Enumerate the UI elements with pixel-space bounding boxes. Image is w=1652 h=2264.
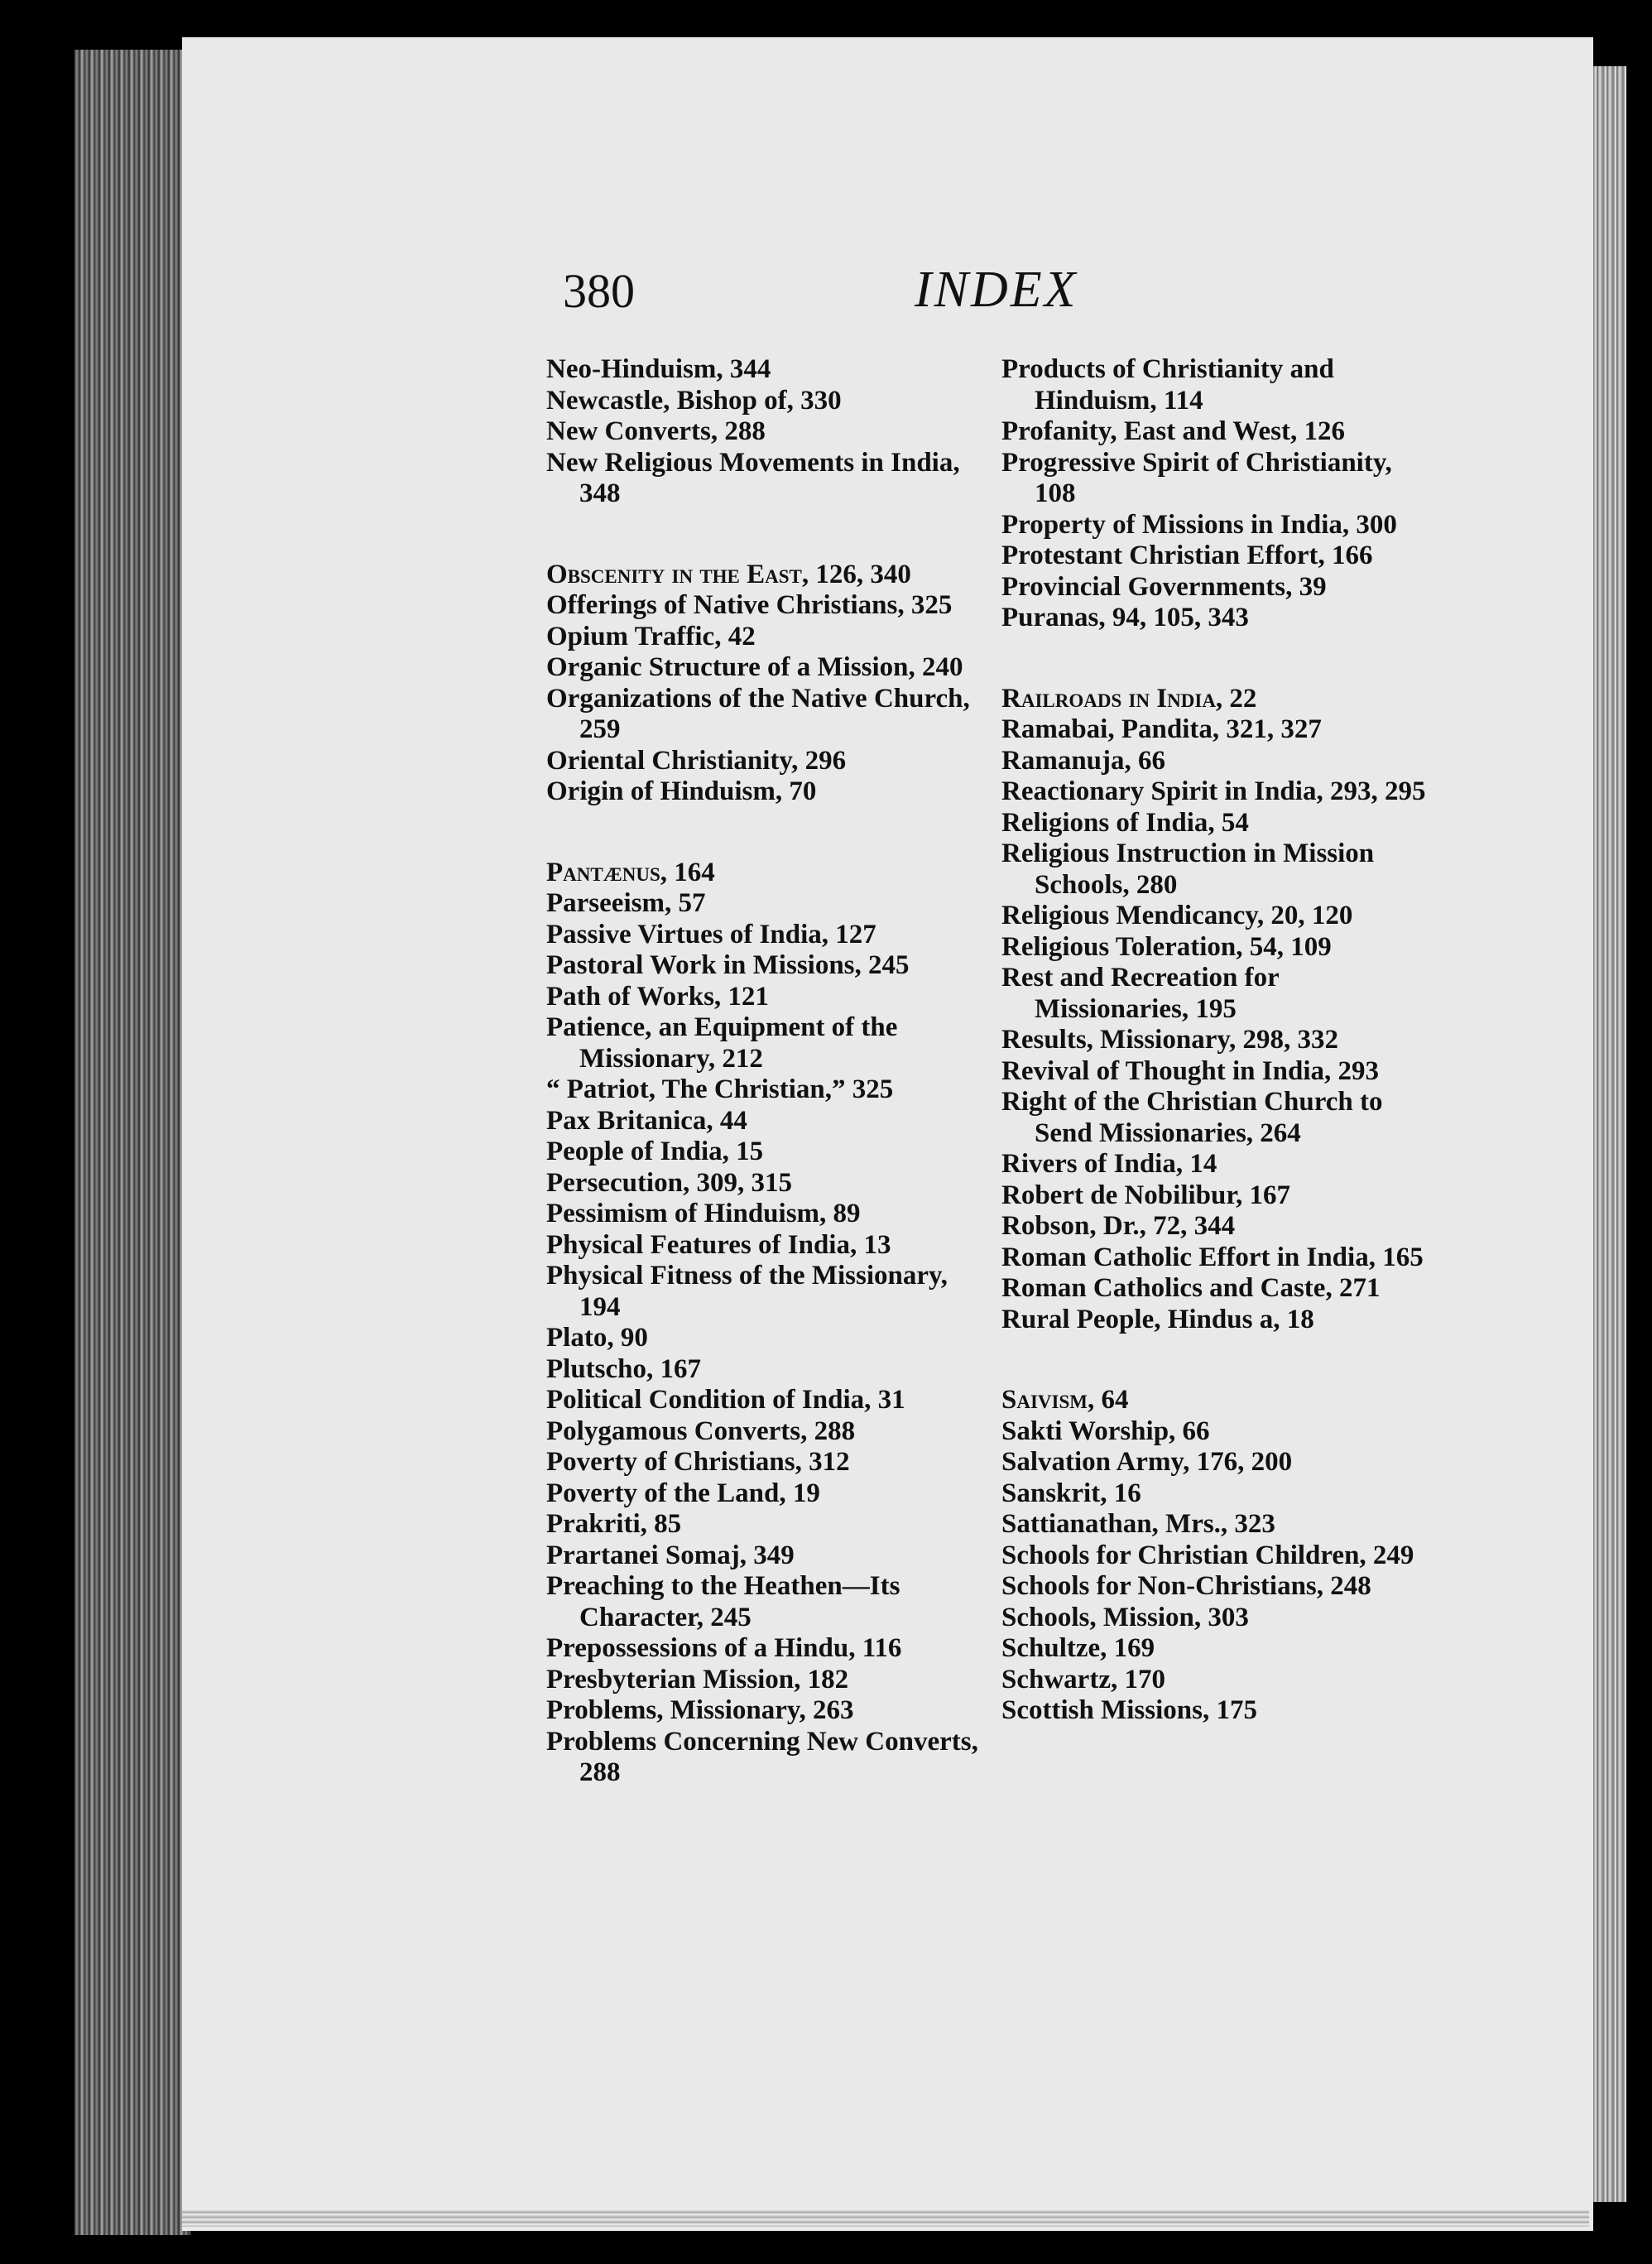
index-entry: Pastoral Work in Missions, 245 xyxy=(546,950,910,980)
index-entry: Scottish Missions, 175 xyxy=(1001,1695,1257,1725)
index-entry: Origin of Hinduism, 70 xyxy=(546,776,817,806)
index-entry: Sakti Worship, 66 xyxy=(1001,1416,1210,1446)
section-gap xyxy=(546,808,985,858)
index-entry: Poverty of Christians, 312 xyxy=(546,1447,850,1477)
index-entry: Robson, Dr., 72, 344 xyxy=(1001,1211,1236,1241)
index-entry: Sattianathan, Mrs., 323 xyxy=(1001,1509,1275,1539)
index-entry: Right of the Christian Church to Send Missionaries, 264 xyxy=(1001,1087,1383,1148)
index-entry: Religions of India, 54 xyxy=(1001,807,1249,838)
index-entry: Path of Works, 121 xyxy=(546,981,769,1012)
index-entry: Organizations of the Native Church, 259 xyxy=(546,683,970,744)
index-entry: Schultze, 169 xyxy=(1001,1633,1155,1663)
index-entry: Rivers of India, 14 xyxy=(1001,1149,1217,1179)
index-entry: Ramabai, Pandita, 321, 327 xyxy=(1001,714,1322,744)
index-entry: Progressive Spirit of Christianity, 108 xyxy=(1001,447,1392,508)
index-entry: Poverty of the Land, 19 xyxy=(546,1478,820,1508)
index-entry: Problems Concerning New Converts, 288 xyxy=(546,1726,978,1787)
index-entry: Offerings of Native Christians, 325 xyxy=(546,590,953,620)
index-entry: Religious Toleration, 54, 109 xyxy=(1001,931,1332,962)
page-number: 380 xyxy=(563,264,635,318)
index-entry: Political Condition of India, 31 xyxy=(546,1385,905,1415)
index-entry: Neo-Hinduism, 344 xyxy=(546,354,771,384)
index-entry: Polygamous Converts, 288 xyxy=(546,1416,856,1446)
index-entry: Saivism, 64 xyxy=(1001,1385,1129,1415)
index-entry: Religious Instruction in Mission Schools, 280 xyxy=(1001,839,1375,900)
index-entry: Roman Catholics and Caste, 271 xyxy=(1001,1273,1381,1303)
index-entry: Protestant Christian Effort, 166 xyxy=(1001,541,1373,570)
index-entry: Pantænus, 164 xyxy=(546,857,715,887)
index-entry: Prartanei Somaj, 349 xyxy=(546,1540,795,1570)
index-entry: Physical Fitness of the Missionary, 194 xyxy=(546,1261,948,1322)
page-title: INDEX xyxy=(915,262,1078,318)
book-spine-left xyxy=(74,50,190,2235)
index-entry: Prakriti, 85 xyxy=(546,1509,682,1539)
index-entry: Rural People, Hindus a, 18 xyxy=(1001,1304,1314,1334)
index-entry: Pessimism of Hinduism, 89 xyxy=(546,1199,861,1228)
index-entry: Prepossessions of a Hindu, 116 xyxy=(546,1633,902,1663)
index-entry: Oriental Christianity, 296 xyxy=(546,745,847,776)
index-entry: Reactionary Spirit in India, 293, 295 xyxy=(1001,776,1426,806)
index-entry: Newcastle, Bishop of, 330 xyxy=(546,385,842,416)
index-entry: Religious Mendicancy, 20, 120 xyxy=(1001,901,1353,930)
index-entry: Preaching to the Heathen—Its Character, 245 xyxy=(546,1571,900,1632)
index-entry: Patience, an Equipment of the Missionary, 212 xyxy=(546,1012,898,1074)
index-entry: Parseeism, 57 xyxy=(546,888,706,918)
index-entry: Sanskrit, 16 xyxy=(1001,1478,1141,1508)
index-entry: Property of Missions in India, 300 xyxy=(1001,509,1397,540)
index-entry: Opium Traffic, 42 xyxy=(546,621,756,651)
index-entry: Plutscho, 167 xyxy=(546,1353,702,1384)
index-entry: Robert de Nobilibur, 167 xyxy=(1001,1180,1290,1210)
index-entry: Puranas, 94, 105, 343 xyxy=(1001,603,1249,632)
index-entry: Revival of Thought in India, 293 xyxy=(1001,1055,1380,1086)
index-entry: New Converts, 288 xyxy=(546,416,766,446)
index-column-right xyxy=(1001,354,1432,1727)
index-entry: Pax Britanica, 44 xyxy=(546,1105,747,1136)
index-entry: Obscenity in the East, 126, 340 xyxy=(546,559,911,589)
index-entry: Schools, Mission, 303 xyxy=(1001,1602,1249,1632)
index-entry: People of India, 15 xyxy=(546,1137,764,1166)
index-entry: Presbyterian Mission, 182 xyxy=(546,1664,849,1694)
index-column-left xyxy=(546,354,985,1789)
index-entry: Rest and Recreation for Missionaries, 195 xyxy=(1001,963,1280,1024)
index-entry: Organic Structure of a Mission, 240 xyxy=(546,652,963,682)
index-entry: Persecution, 309, 315 xyxy=(546,1167,792,1198)
index-entry: Railroads in India, 22 xyxy=(1001,683,1257,714)
index-entry: Physical Features of India, 13 xyxy=(546,1229,891,1260)
index-entry: Results, Missionary, 298, 332 xyxy=(1001,1025,1339,1055)
index-entry: Roman Catholic Effort in India, 165 xyxy=(1001,1242,1424,1272)
section-gap xyxy=(546,510,985,560)
index-entry: Provincial Governments, 39 xyxy=(1001,571,1327,602)
index-entry: Passive Virtues of India, 127 xyxy=(546,919,876,949)
index-entry: Ramanuja, 66 xyxy=(1001,745,1166,776)
index-entry: “ Patriot, The Christian,” 325 xyxy=(546,1074,894,1104)
index-entry: Schools for Non-Christians, 248 xyxy=(1001,1571,1371,1601)
index-entry: Products of Christianity and Hinduism, 114 xyxy=(1001,354,1334,416)
section-gap xyxy=(1001,634,1432,684)
index-entry: Plato, 90 xyxy=(546,1323,648,1353)
index-entry: Schwartz, 170 xyxy=(1001,1664,1165,1694)
index-entry: Salvation Army, 176, 200 xyxy=(1001,1447,1293,1477)
index-entry: Schools for Christian Children, 249 xyxy=(1001,1540,1414,1570)
index-entry: Profanity, East and West, 126 xyxy=(1001,416,1345,446)
index-entry: New Religious Movements in India, 348 xyxy=(546,447,960,508)
section-gap xyxy=(1001,1335,1432,1385)
index-entry: Problems, Missionary, 263 xyxy=(546,1695,854,1725)
page-bottom-edge xyxy=(182,2210,1589,2227)
